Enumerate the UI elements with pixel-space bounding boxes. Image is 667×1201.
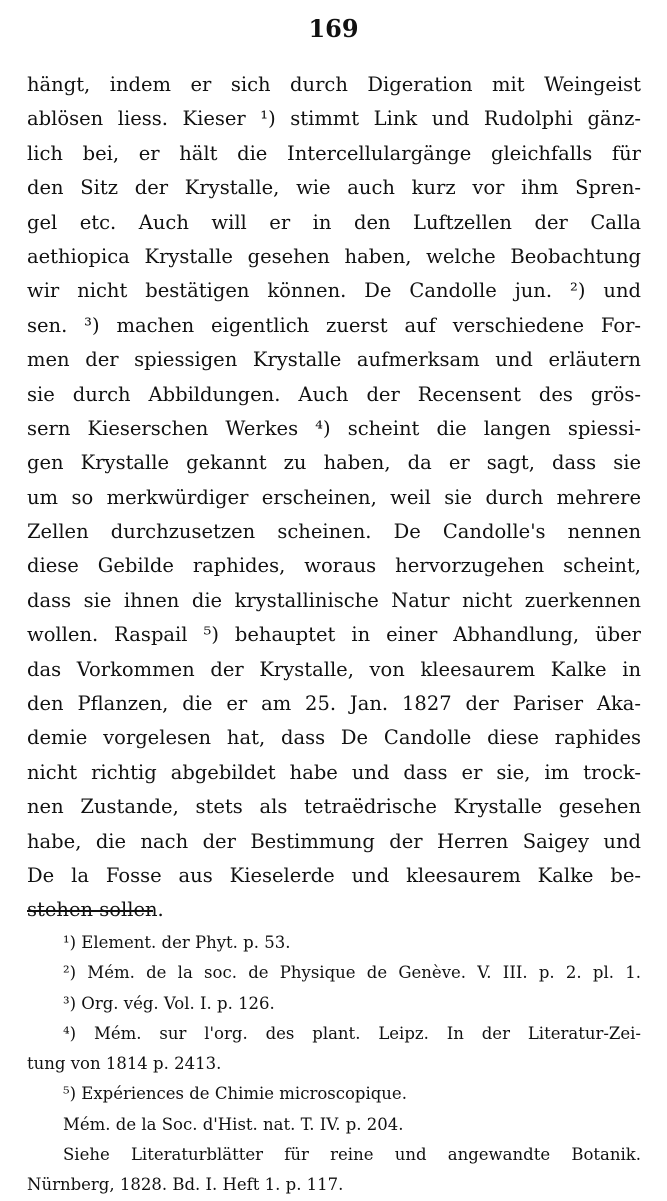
body-line: gel etc. Auch will er in den Luftzellen der Calla — [27, 210, 641, 234]
body-line: nicht richtig abgebildet habe und dass er sie, im trock- — [27, 760, 641, 784]
footnote-5-continued: Mém. de la Soc. d'Hist. nat. T. IV. p. 204. — [63, 1114, 404, 1134]
body-line: sern Kieserschen Werkes ⁴) scheint die langen spiessi- — [27, 416, 641, 440]
footnote-4-continued: tung von 1814 p. 2413. — [27, 1054, 222, 1074]
body-line: das Vorkommen der Krystalle, von kleesaurem Kalke in — [27, 657, 641, 681]
body-line: diese Gebilde raphides, woraus hervorzugehen scheint, — [27, 554, 641, 578]
body-line: den Pflanzen, die er am 25. Jan. 1827 der Pariser Aka- — [27, 692, 641, 716]
footnote-5: ⁵) Expériences de Chimie microscopique. — [63, 1084, 407, 1104]
body-line: dass sie ihnen die krystallinische Natur nicht zuerkennen — [27, 588, 641, 612]
body-line: habe, die nach der Bestimmung der Herren Saigey und — [27, 829, 641, 853]
body-line: wollen. Raspail ⁵) behauptet in einer Abhandlung, über — [27, 623, 641, 647]
body-line: um so merkwürdiger erscheinen, weil sie durch mehrere — [27, 485, 641, 509]
body-line: hängt, indem er sich durch Digeration mit Weingeist — [27, 73, 641, 96]
body-line: Zellen durchzusetzen scheinen. De Candolle's nennen — [27, 520, 641, 544]
footnote-4: ⁴) Mém. sur l'org. des plant. Leipz. In der Literatur-Zei- — [63, 1023, 641, 1043]
body-line: demie vorgelesen hat, dass De Candolle diese raphides — [27, 726, 641, 750]
footnote-1: ¹) Element. der Phyt. p. 53. — [63, 933, 291, 952]
body-line: sen. ³) machen eigentlich zuerst auf verschiedene For- — [27, 313, 641, 337]
footnote-5-continued: Nürnberg, 1828. Bd. I. Heft 1. p. 117. — [27, 1175, 344, 1195]
footnote-separator — [27, 910, 153, 912]
body-line: men der spiessigen Krystalle aufmerksam und erläutern — [27, 348, 641, 372]
body-line: stehen sollen. — [27, 898, 164, 922]
body-line: nen Zustande, stets als tetraëdrische Krystalle gesehen — [27, 795, 641, 819]
body-line: lich bei, er hält die Intercellulargänge gleichfalls für — [27, 141, 641, 165]
footnote-2: ²) Mém. de la soc. de Physique de Genève. V. III. p. 2. pl. 1. — [63, 963, 641, 983]
body-text — [27, 68, 641, 928]
body-line: gen Krystalle gekannt zu haben, da er sagt, dass sie — [27, 451, 641, 475]
body-line: sie durch Abbildungen. Auch der Recensent des grös- — [27, 382, 641, 406]
body-line: wir nicht bestätigen können. De Candolle jun. ²) und — [27, 279, 641, 303]
page-number: 169 — [308, 14, 359, 43]
body-line: De la Fosse aus Kieselerde und kleesaurem Kalke be- — [27, 863, 641, 887]
footnote-5-continued: Siehe Literaturblätter für reine und angewandte Botanik. — [63, 1145, 641, 1165]
body-line: den Sitz der Krystalle, wie auch kurz vor ihm Spren- — [27, 176, 641, 200]
footnote-3: ³) Org. vég. Vol. I. p. 126. — [63, 993, 275, 1013]
body-line: ablösen liess. Kieser ¹) stimmt Link und Rudolphi gänz- — [27, 107, 641, 131]
body-line: aethiopica Krystalle gesehen haben, welche Beobachtung — [27, 244, 641, 268]
footnotes — [27, 928, 641, 1201]
